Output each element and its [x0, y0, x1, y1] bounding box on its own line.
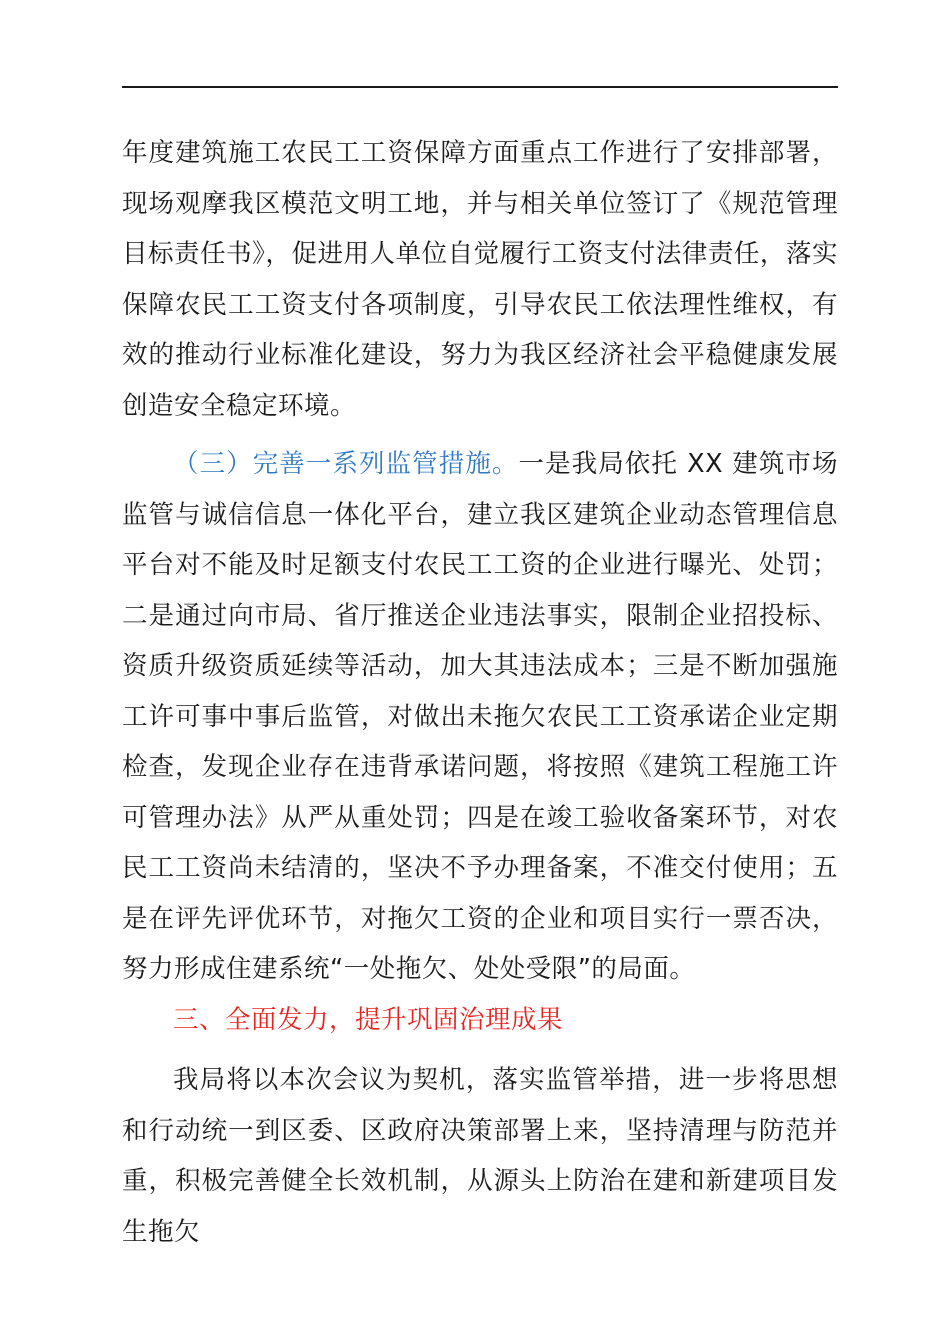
paragraph-supervision-measures [122, 439, 838, 995]
subheading-supervision-measures: （三）完善一系列监管措施。 [173, 449, 519, 479]
document-body [122, 128, 838, 1257]
supervision-measures-body: 一是我局依托 XX 建筑市场监管与诚信信息一体化平台，建立我区建筑企业动态管理信息平台对不能及时足额支付农民工工资的企业进行曝光、处罚；二是通过向市局、省厅推送企业违法事实，限制企业招投标、资质升级资质延续等活动，加大其违法成本；三是不断加强施工许可事中事后监管，对做出未拖欠农民工工资承诺企业定期检查，发现企业存在违背承诺问题，将按照《建筑工程施工许可管理办法》从严从重处罚；四是在竣工验收备案环节，对农民工工资尚未结清的，坚决不予办理备案，不准交付使用；五是在评先评优环节，对拖欠工资的企业和项目实行一票否决，努力形成住建系统“一处拖欠、处处受限”的局面。 [122, 449, 838, 984]
section-heading-three: 三、全面发力，提升巩固治理成果 [173, 1004, 564, 1035]
paragraph-next-steps: 我局将以本次会议为契机，落实监管举措，进一步将思想和行动统一到区委、区政府决策部署上来，坚持清理与防范并重，积极完善健全长效机制，从源头上防治在建和新建项目发生拖欠 [122, 1065, 838, 1247]
header-rule [122, 86, 838, 88]
paragraph-continuation: 年度建筑施工农民工工资保障方面重点工作进行了安排部署，现场观摩我区模范文明工地，并与相关单位签订了《规范管理目标责任书》，促进用人单位自觉履行工资支付法律责任，落实保障农民工工资支付各项制度，引导农民工依法理性维权，有效的推动行业标准化建设，努力为我区经济社会平稳健康发展创造安全稳定环境。 [122, 138, 838, 421]
